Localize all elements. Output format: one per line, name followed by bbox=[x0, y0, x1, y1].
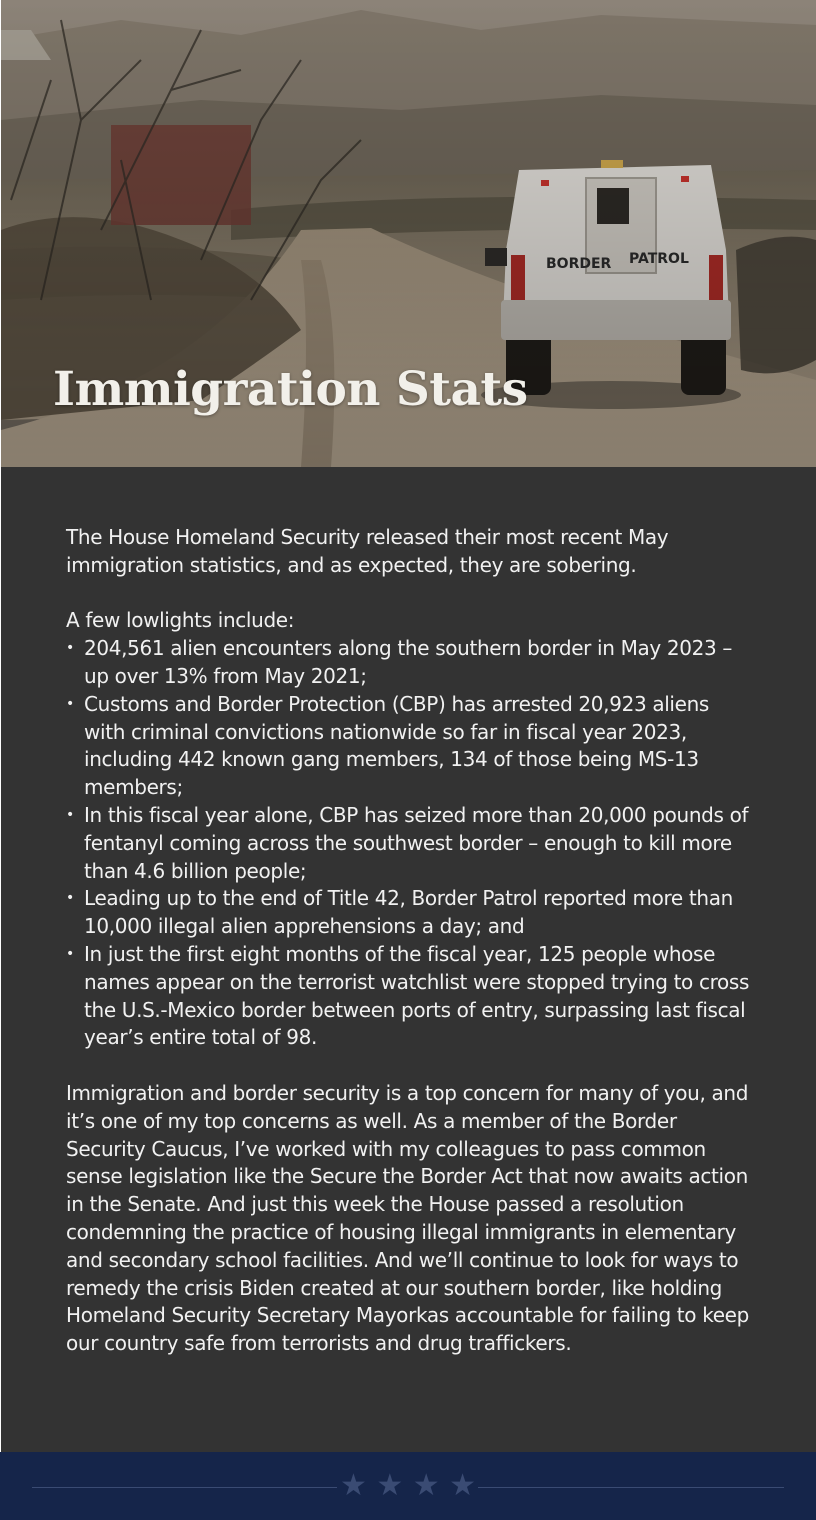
content-panel bbox=[1, 467, 816, 1452]
bullet-icon: • bbox=[66, 806, 74, 823]
list-item: • 204,561 alien encounters along the southern border in May 2023 – up over 13% from May 2021; bbox=[66, 636, 733, 688]
article-body bbox=[66, 524, 756, 1358]
closing-paragraph: Immigration and border security is a top concern for many of you, and it’s one of my top concerns as well. As a member of the Border Security Caucus, I’ve worked with my colleagues to pass common sense legislation like the Secure the Border Act that now awaits action in the Senate. And just this week the House passed a resolution condemning the practice of housing illegal immigrants in elementary and secondary school facilities. And we’ll continue to look for ways to remedy the crisis Biden created at our southern border, like holding Homeland Security Secretary Mayorkas accountable for failing to keep our country safe from terrorists and drug traffickers. bbox=[66, 1080, 749, 1356]
bullet-icon: • bbox=[66, 890, 74, 907]
footer-divider-right bbox=[478, 1487, 784, 1488]
bullet-icon: • bbox=[66, 640, 74, 657]
bullet-icon: • bbox=[66, 945, 74, 962]
footer-divider-left bbox=[32, 1487, 337, 1488]
list-item: • Customs and Border Protection (CBP) has arrested 20,923 aliens with criminal convictions nationwide so far in fiscal year 2023, including 442 known gang members, 134 of those being MS-13 members; bbox=[66, 691, 709, 800]
paragraph-spacer bbox=[66, 580, 756, 608]
list-item: • In just the first eight months of the fiscal year, 125 people whose names appear on the terrorist watchlist were stopped trying to cross the U.S.-Mexico border between ports of entry, surpassing last fiscal year’s entire total of 98. bbox=[66, 941, 750, 1050]
page-title: Immigration Stats bbox=[53, 362, 528, 417]
list-item: • In this fiscal year alone, CBP has seized more than 20,000 pounds of fentanyl coming across the southwest border – enough to kill more than 4.6 billion people; bbox=[66, 802, 749, 883]
star-icon: ★ bbox=[449, 1468, 476, 1503]
intro-paragraph: The House Homeland Security released their most recent May immigration statistics, and as expected, they are sobering. bbox=[66, 525, 669, 577]
lowlights-heading: A few lowlights include: bbox=[66, 608, 295, 633]
star-icon: ★ bbox=[376, 1468, 404, 1503]
footer-band bbox=[0, 1452, 816, 1520]
list-item: • Leading up to the end of Title 42, Border Patrol reported more than 10,000 illegal alien apprehensions a day; and bbox=[66, 886, 733, 939]
bullet-icon: • bbox=[66, 695, 74, 712]
hero-image bbox=[1, 0, 816, 467]
star-icon: ★ bbox=[340, 1468, 367, 1503]
paragraph-spacer bbox=[66, 1052, 756, 1080]
stars-ornament bbox=[340, 1468, 476, 1504]
star-icon: ★ bbox=[412, 1468, 440, 1503]
lowlights-list bbox=[66, 635, 756, 1052]
